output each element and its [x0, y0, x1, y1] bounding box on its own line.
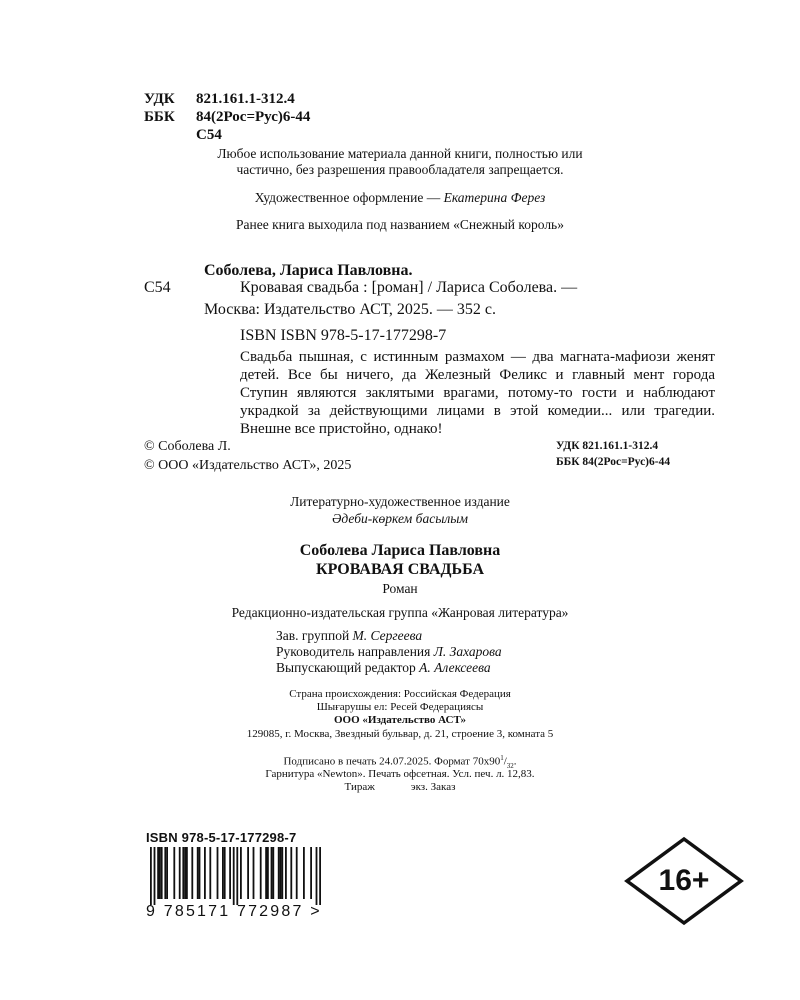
barcode-bar	[281, 847, 283, 899]
barcode-bar	[253, 847, 255, 899]
edition-genre: Роман	[382, 581, 418, 596]
barcode-bar	[271, 847, 273, 899]
barcode-bar	[191, 847, 193, 899]
barcode-bar	[319, 847, 321, 905]
barcode-bar	[150, 847, 152, 905]
barcode-bar	[278, 847, 280, 899]
staff-1	[276, 628, 422, 644]
barcode-bar	[310, 847, 312, 899]
catalog-isbn: ISBN ISBN 978-5-17-177298-7	[240, 327, 447, 344]
origin-ru: Страна происхождения: Российская Федерация	[289, 688, 511, 700]
age-rating-text: 16+	[658, 864, 710, 897]
author-code: С54	[196, 127, 222, 143]
signed-to-print: Подписано в печать 24.07.2025. Формат $70x90^1/_{32}$.	[283, 754, 517, 770]
staff-2	[276, 644, 502, 660]
barcode-bar	[224, 847, 226, 899]
typeface-line: Гарнитура «Newton». Печать офсетная. Усл. печ. л. 12,83.	[265, 768, 535, 780]
barcode-bar	[267, 847, 269, 899]
classification-codes	[144, 90, 310, 144]
barcode-bar	[265, 847, 267, 899]
barcode-bar	[209, 847, 211, 899]
barcode-bar	[272, 847, 274, 899]
udk-short: УДК 821.161.1-312.4	[556, 440, 659, 452]
barcode-bar	[186, 847, 188, 899]
barcode-isbn-text: ISBN 978-5-17-177298-7	[146, 830, 297, 845]
bbk-short: ББК 84(2Рос=Рус)6-44	[556, 456, 671, 468]
barcode-bar	[247, 847, 249, 899]
barcode-digits: 9 785171 772987 >	[146, 903, 322, 920]
previous-title-note: Ранее книга выходила под названием «Снежный король»	[236, 217, 564, 232]
order-label: экз. Заказ	[410, 781, 456, 793]
format-numerator: 1	[500, 754, 504, 762]
barcode-bar	[303, 847, 305, 899]
copyright-notice-line1: Любое использование материала данной книги, полностью или	[217, 146, 583, 161]
staff-name: Л. Захарова	[433, 644, 502, 659]
bbk-label: ББК	[144, 109, 175, 125]
publisher-address: 129085, г. Москва, Звездный бульвар, д. 21, строение 3, комната 5	[246, 728, 554, 740]
barcode-bar	[161, 847, 163, 899]
barcode-bar	[173, 847, 175, 899]
circulation-label: Тираж	[344, 781, 375, 793]
design-credit-prefix: Художественное оформление —	[254, 190, 444, 205]
barcode-bar	[197, 847, 199, 899]
barcode-bar	[229, 847, 231, 899]
barcode-bar	[179, 847, 181, 899]
barcode-bar	[217, 847, 219, 899]
circulation-line	[0, 781, 800, 793]
barcode-bar	[222, 847, 224, 899]
book-description: Свадьба пышная, с истинным размахом — два магната-мафиози женят детей. Все бы ничего, да Железный Феликс и главный мент города Ступин являются заклятыми врагами, потому-то гости и наблюдают украдкой за действующими лицами в этой комедии... или трагедии. Внешне все пристойно, однако!	[240, 349, 715, 437]
staff-name: М. Сергеева	[352, 628, 423, 643]
copyright-publisher: © ООО «Издательство АСТ», 2025	[144, 458, 352, 473]
barcode-bar	[204, 847, 206, 899]
origin-kz: Шығарушы ел: Ресей Федерациясы	[316, 701, 484, 713]
barcode-bar	[260, 847, 262, 899]
staff-role: Выпускающий редактор	[276, 660, 416, 675]
barcode-bar	[199, 847, 201, 899]
bbk-value: 84(2Рос=Рус)6-44	[196, 109, 311, 125]
barcode-bar	[159, 847, 161, 899]
signed-prefix: Подписано в печать 24.07.2025. Формат 70x90	[283, 755, 501, 768]
format-denominator: 32	[506, 761, 514, 770]
barcode-bar	[166, 847, 168, 899]
catalog-author: Соболева, Лариса Павловна.	[204, 262, 413, 279]
catalog-imprint-line: Москва: Издательство АСТ, 2025. — 352 с.	[204, 301, 497, 318]
barcode-bar	[240, 847, 242, 899]
copyright-notice-line2: частично, без разрешения правообладателя запрещается.	[236, 162, 564, 177]
edition-title: КРОВАВАЯ СВАДЬБА	[316, 561, 484, 578]
barcode-bar	[164, 847, 166, 899]
barcode-bar	[316, 847, 318, 905]
barcode-bars	[146, 847, 336, 905]
udk-label: УДК	[144, 91, 175, 107]
edition-type-ru: Литературно-художественное издание	[290, 494, 510, 509]
isbn-barcode	[146, 830, 346, 921]
design-credit-name: Екатерина Ферез	[443, 190, 546, 205]
edition-type-kz: Әдеби-көркем басылым	[332, 511, 468, 526]
staff-role: Зав. группой	[276, 628, 350, 643]
barcode-bar	[157, 847, 159, 899]
barcode-bar	[236, 847, 238, 905]
barcode-bar	[233, 847, 235, 905]
barcode-bar	[296, 847, 298, 899]
barcode-bar	[154, 847, 156, 905]
catalog-code: С54	[144, 279, 171, 296]
barcode-bar	[184, 847, 186, 899]
catalog-title-line: Кровавая свадьба : [роман] / Лариса Соболева. —	[240, 279, 578, 296]
staff-name: А. Алексеева	[419, 660, 491, 675]
copyright-author: © Соболева Л.	[144, 439, 231, 454]
staff-3	[276, 660, 491, 676]
barcode-bar	[290, 847, 292, 899]
barcode-bar	[182, 847, 184, 899]
staff-role: Руководитель направления	[276, 644, 431, 659]
age-rating-badge	[624, 836, 744, 926]
barcode-bar	[280, 847, 282, 899]
barcode-bar	[285, 847, 287, 899]
publisher-name: ООО «Издательство АСТ»	[333, 714, 467, 726]
signed-suffix: .	[513, 755, 517, 768]
design-credit	[0, 190, 800, 206]
edition-group: Редакционно-издательская группа «Жанровая литература»	[231, 605, 569, 620]
edition-author: Соболева Лариса Павловна	[299, 542, 501, 559]
udk-value: 821.161.1-312.4	[196, 91, 295, 107]
